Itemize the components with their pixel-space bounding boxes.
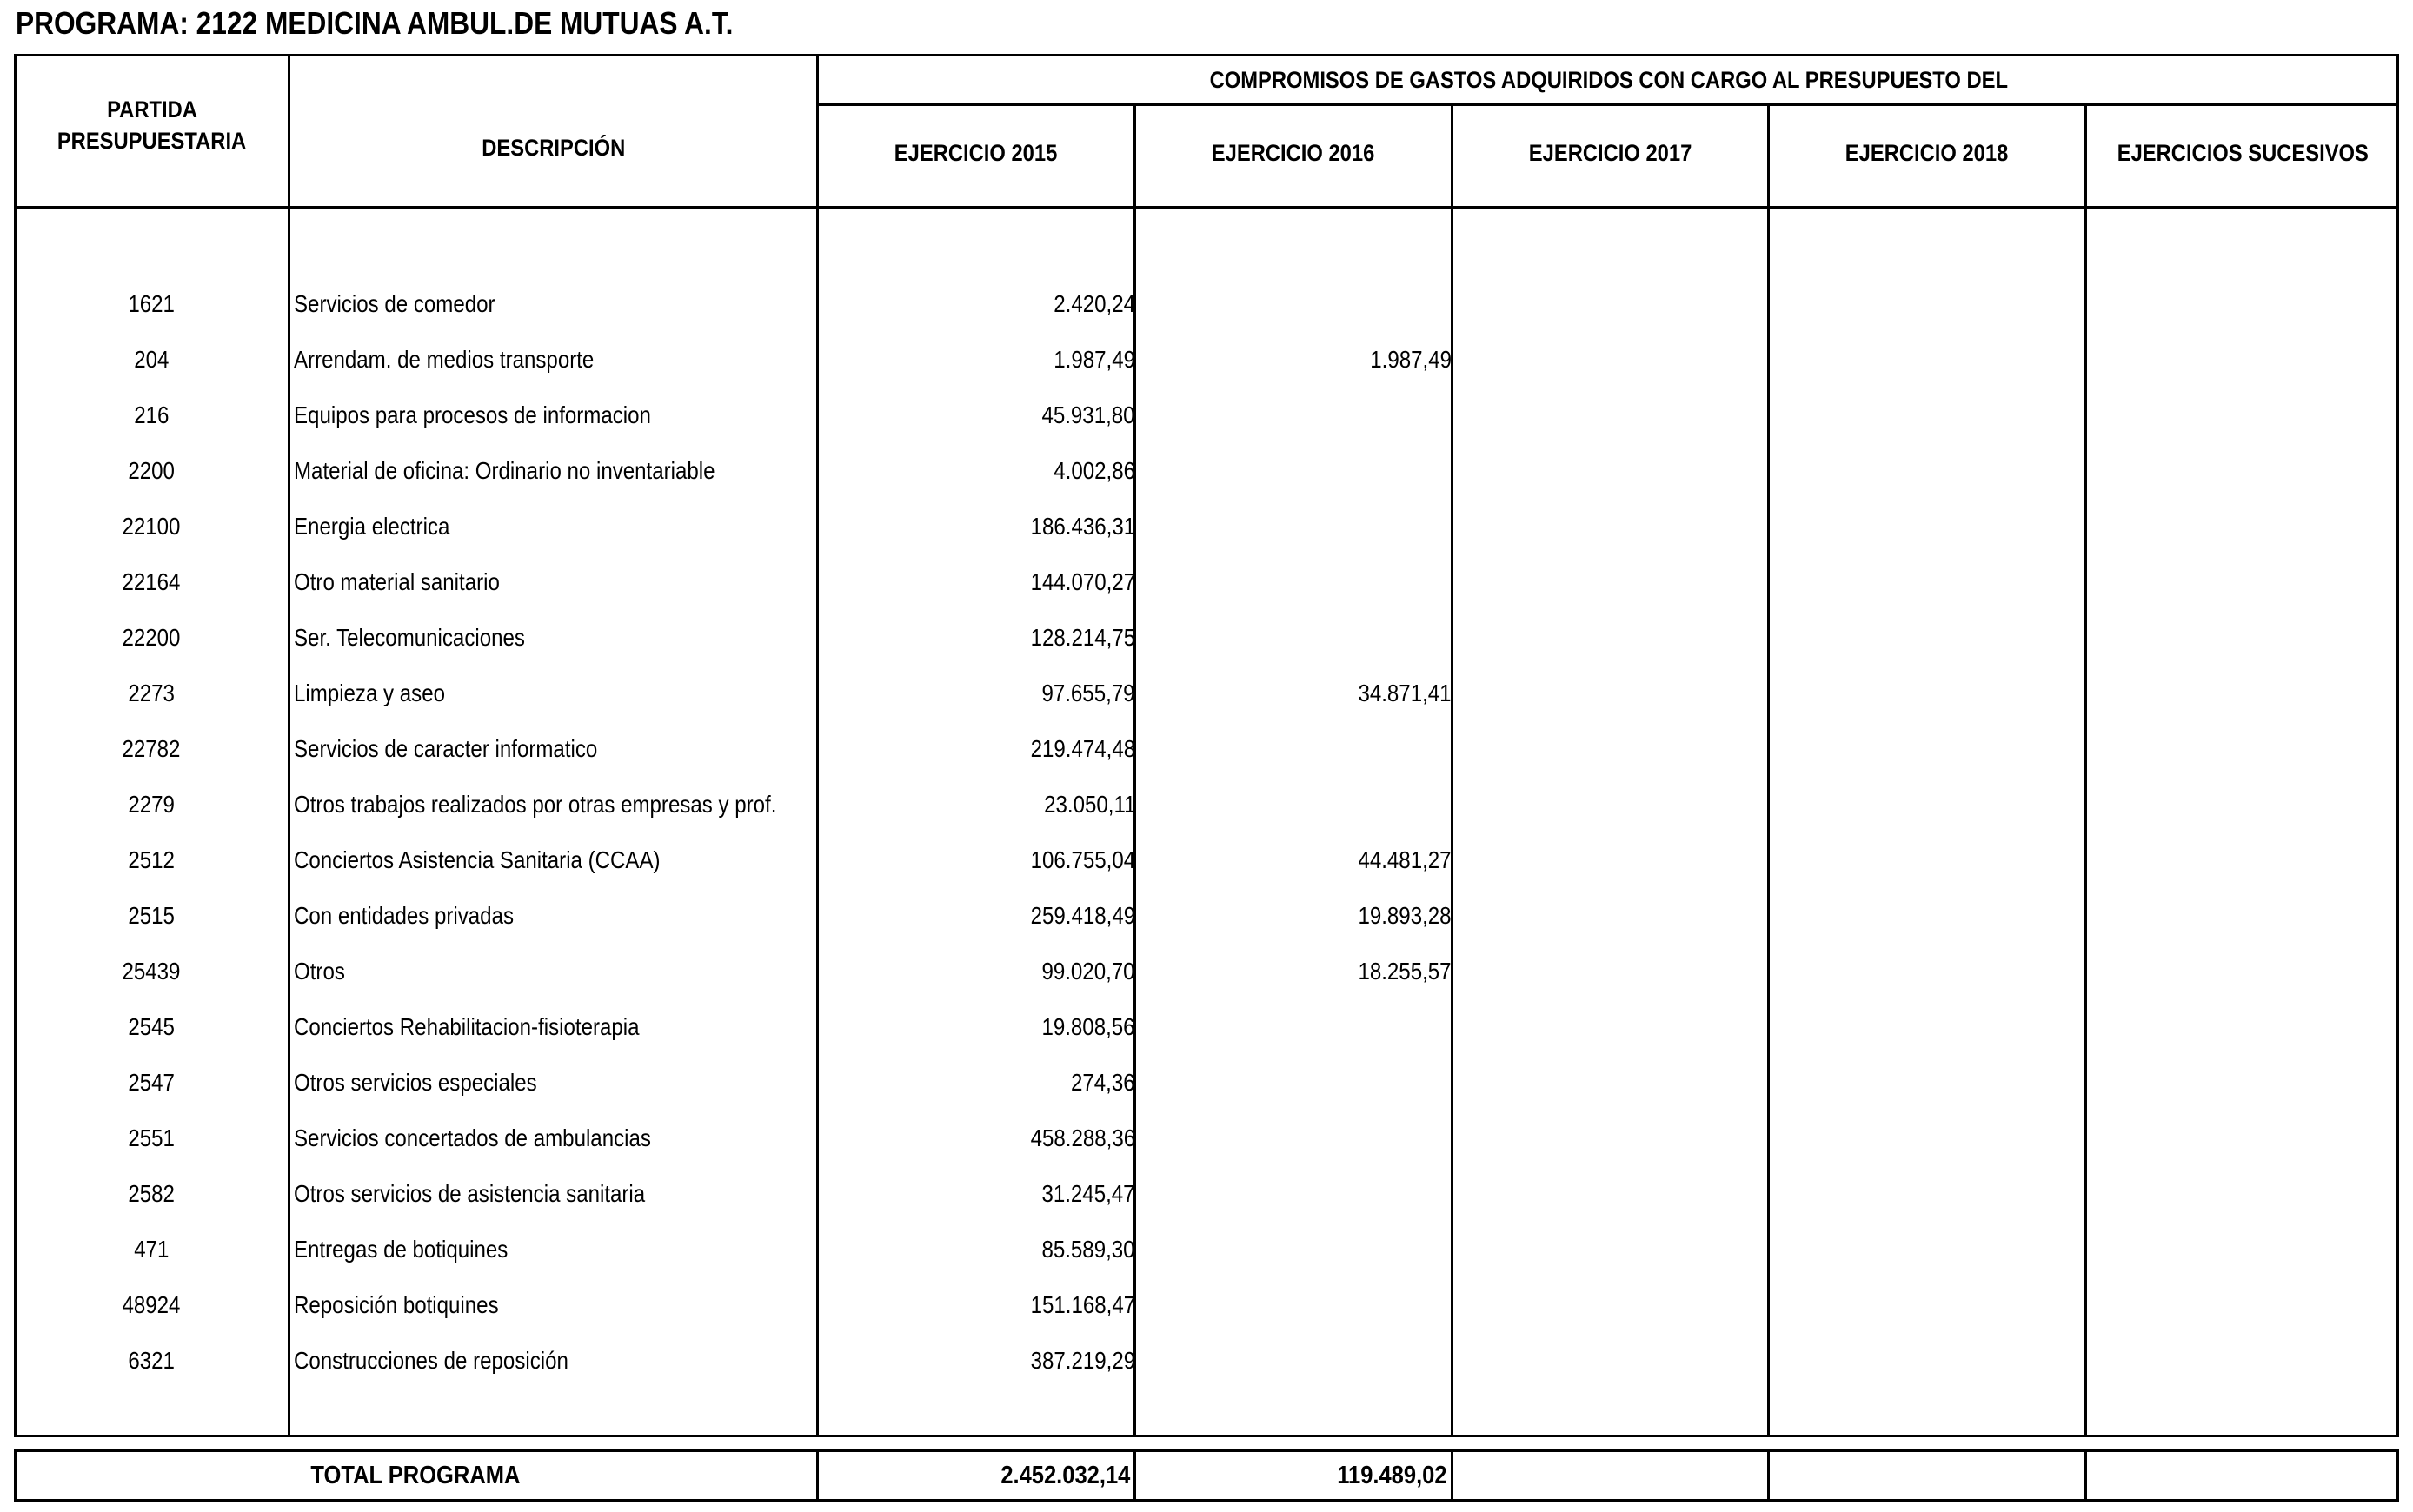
- amount-2015: 144.070,27: [1030, 568, 1135, 595]
- header-ejercicio-2016: EJERCICIO 2016: [1212, 140, 1375, 166]
- col-divider: [1767, 1449, 1770, 1502]
- table-row: [14, 499, 2399, 554]
- table-row: [14, 1277, 2399, 1333]
- header-ejercicio-2017: EJERCICIO 2017: [1528, 140, 1692, 166]
- partida-code: 204: [133, 346, 170, 373]
- table-row: [14, 276, 2399, 332]
- total-2015: 2.452.032,14: [1000, 1462, 1130, 1489]
- partida-code: 216: [133, 401, 170, 428]
- partida-description: Servicios de caracter informatico: [294, 735, 598, 762]
- table-row: [14, 832, 2399, 888]
- table-row: [14, 1333, 2399, 1389]
- table-row: [14, 443, 2399, 499]
- header-bottom-line: [14, 206, 2399, 209]
- partida-description: Otros servicios de asistencia sanitaria: [294, 1180, 646, 1207]
- table-row: [14, 1111, 2399, 1166]
- amount-2015: 128.214,75: [1030, 624, 1135, 651]
- header-divider: [816, 103, 2399, 106]
- amount-2016: 1.987,49: [1370, 346, 1452, 373]
- col-divider: [1451, 1449, 1453, 1502]
- amount-2015: 186.436,31: [1030, 513, 1135, 540]
- partida-code: 22200: [122, 624, 181, 651]
- partida-code: 2200: [128, 457, 175, 484]
- partida-code: 22782: [122, 735, 181, 762]
- header-ejercicio-2015: EJERCICIO 2015: [894, 140, 1058, 166]
- amount-2015: 31.245,47: [1041, 1180, 1135, 1207]
- partida-code: 22100: [122, 513, 181, 540]
- header-partida: PARTIDA PRESUPUESTARIA: [57, 96, 247, 154]
- amount-2015: 19.808,56: [1041, 1013, 1135, 1040]
- partida-code: 471: [133, 1236, 170, 1263]
- amount-2016: 19.893,28: [1358, 902, 1452, 929]
- partida-code: 2273: [128, 680, 175, 706]
- amount-2015: 151.168,47: [1030, 1291, 1135, 1318]
- amount-2016: 18.255,57: [1358, 958, 1452, 985]
- partida-description: Limpieza y aseo: [294, 680, 446, 706]
- amount-2015: 458.288,36: [1030, 1124, 1135, 1151]
- header-ejercicios-sucesivos: EJERCICIOS SUCESIVOS: [2117, 140, 2370, 166]
- partida-code: 2551: [128, 1124, 175, 1151]
- partida-description: Construcciones de reposición: [294, 1347, 568, 1374]
- table-row: [14, 721, 2399, 777]
- table-row: [14, 999, 2399, 1055]
- partida-code: 2545: [128, 1013, 175, 1040]
- partida-description: Material de oficina: Ordinario no inventariable: [294, 457, 715, 484]
- partida-description: Arrendam. de medios transporte: [294, 346, 595, 373]
- partida-description: Otro material sanitario: [294, 568, 500, 595]
- table-row: [14, 554, 2399, 610]
- total-label: TOTAL PROGRAMA: [309, 1462, 521, 1489]
- amount-2015: 387.219,29: [1030, 1347, 1135, 1374]
- table-row: [14, 888, 2399, 944]
- amount-2015: 4.002,86: [1054, 457, 1135, 484]
- partida-description: Otros servicios especiales: [294, 1069, 537, 1096]
- table-row: [14, 1055, 2399, 1111]
- amount-2016: 34.871,41: [1358, 680, 1452, 706]
- table-row: [14, 610, 2399, 666]
- amount-2015: 23.050,11: [1043, 791, 1135, 818]
- partida-code: 6321: [128, 1347, 175, 1374]
- partida-description: Entregas de botiquines: [294, 1236, 509, 1263]
- partida-code: 2515: [128, 902, 175, 929]
- partida-description: Ser. Telecomunicaciones: [294, 624, 525, 651]
- header-compromisos: COMPROMISOS DE GASTOS ADQUIRIDOS CON CARGO AL PRESUPUESTO DEL: [1209, 67, 2009, 93]
- partida-description: Equipos para procesos de informacion: [294, 401, 651, 428]
- amount-2015: 259.418,49: [1030, 902, 1135, 929]
- amount-2015: 97.655,79: [1041, 680, 1135, 706]
- table-row: [14, 944, 2399, 999]
- table-row: [14, 1222, 2399, 1277]
- amount-2015: 106.755,04: [1030, 846, 1135, 873]
- partida-code: 48924: [122, 1291, 181, 1318]
- partida-description: Energia electrica: [294, 513, 450, 540]
- partida-code: 1621: [128, 290, 175, 317]
- partida-code: 2582: [128, 1180, 175, 1207]
- table-row: [14, 1166, 2399, 1222]
- amount-2015: 45.931,80: [1041, 401, 1135, 428]
- col-divider: [2084, 1449, 2087, 1502]
- partida-description: Conciertos Asistencia Sanitaria (CCAA): [294, 846, 661, 873]
- table-row: [14, 777, 2399, 832]
- partida-description: Otros trabajos realizados por otras empresas y prof.: [294, 791, 777, 818]
- table-row: [14, 388, 2399, 443]
- program-title: PROGRAMA: 2122 MEDICINA AMBUL.DE MUTUAS A.T.: [16, 5, 734, 41]
- partida-description: Servicios de comedor: [294, 290, 495, 317]
- amount-2016: 44.481,27: [1358, 846, 1452, 873]
- total-2016: 119.489,02: [1337, 1462, 1447, 1489]
- partida-description: Reposición botiquines: [294, 1291, 499, 1318]
- partida-code: 2279: [128, 791, 175, 818]
- table-row: [14, 666, 2399, 721]
- partida-description: Conciertos Rehabilitacion-fisioterapia: [294, 1013, 640, 1040]
- amount-2015: 274,36: [1071, 1069, 1135, 1096]
- partida-code: 2512: [128, 846, 175, 873]
- amount-2015: 1.987,49: [1054, 346, 1135, 373]
- table-row: [14, 332, 2399, 388]
- partida-code: 22164: [122, 568, 181, 595]
- partida-code: 2547: [128, 1069, 175, 1096]
- partida-description: Con entidades privadas: [294, 902, 515, 929]
- partida-code: 25439: [122, 958, 181, 985]
- amount-2015: 99.020,70: [1041, 958, 1135, 985]
- header-ejercicio-2018: EJERCICIO 2018: [1845, 140, 2009, 166]
- amount-2015: 85.589,30: [1041, 1236, 1135, 1263]
- header-descripcion: DESCRIPCIÓN: [481, 135, 626, 161]
- amount-2015: 219.474,48: [1030, 735, 1135, 762]
- partida-description: Servicios concertados de ambulancias: [294, 1124, 651, 1151]
- amount-2015: 2.420,24: [1054, 290, 1135, 317]
- partida-description: Otros: [294, 958, 345, 985]
